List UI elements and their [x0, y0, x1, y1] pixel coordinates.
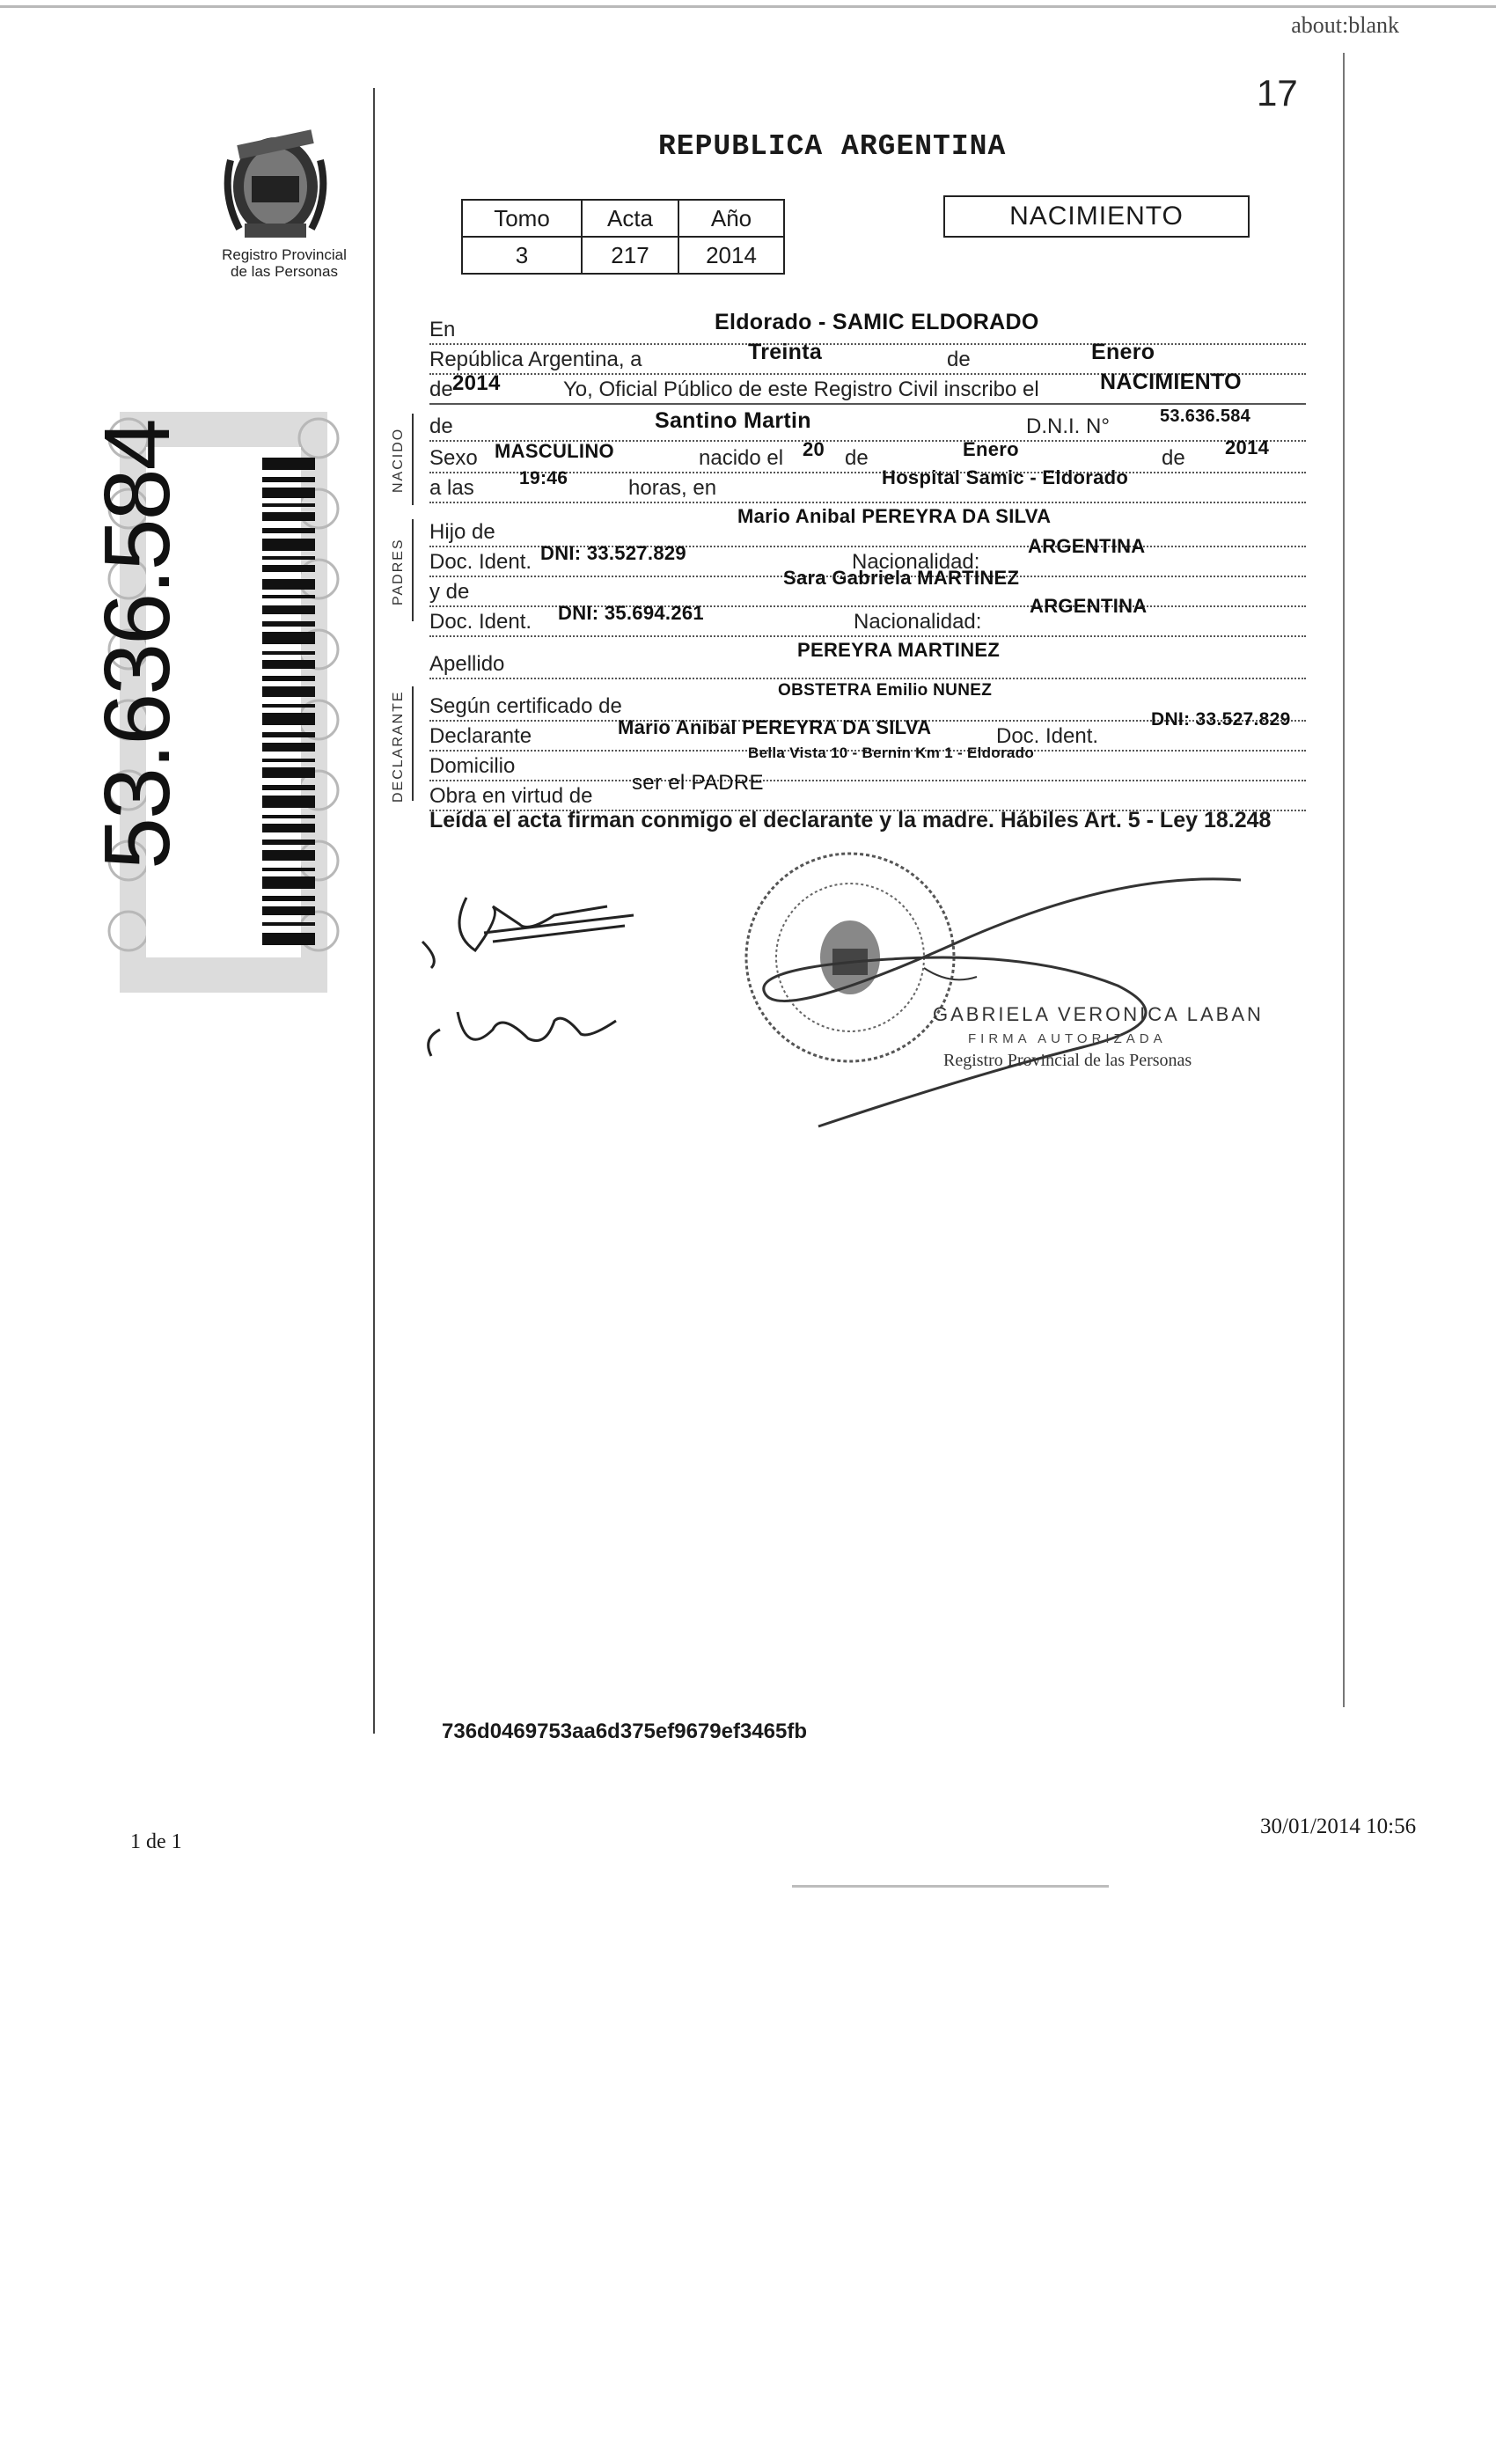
field-declarant-doc: DNI: 33.527.829: [1151, 709, 1291, 730]
field-father-doc: DNI: 33.527.829: [540, 542, 686, 564]
label-republica: República Argentina, a: [429, 348, 642, 371]
country-title: REPUBLICA ARGENTINA: [658, 130, 1007, 163]
field-act-type: NACIMIENTO: [1100, 370, 1242, 394]
field-father: Mario Anibal PEREYRA DA SILVA: [737, 505, 1052, 527]
label-de-name: de: [429, 414, 453, 438]
official-title: FIRMA AUTORIZADA: [968, 1031, 1167, 1046]
label-alas: a las: [429, 476, 474, 500]
side-bar-nacido: [412, 414, 414, 505]
tomo-value: 3: [462, 237, 582, 274]
provincial-seal-icon: [218, 125, 333, 245]
label-oficial: Yo, Oficial Público de este Registro Civil inscribo el: [563, 378, 1039, 401]
record-table: [461, 199, 785, 275]
acta-header: Acta: [582, 200, 678, 237]
print-timestamp: 30/01/2014 10:56: [1260, 1815, 1417, 1838]
field-address: Bella Vista 10 - Bernin Km 1 - Eldorado: [748, 744, 1035, 761]
label-nacido: nacido el: [699, 446, 784, 470]
label-de-year: de: [429, 378, 453, 401]
label-obra: Obra en virtud de: [429, 784, 593, 808]
acta-value: 217: [582, 237, 678, 274]
record-table-value-row: [462, 237, 784, 274]
tomo-header: Tomo: [462, 200, 582, 237]
top-border-line: [0, 5, 1496, 8]
label-hijo: Hijo de: [429, 520, 495, 544]
label-apellido: Apellido: [429, 652, 505, 676]
side-bar-declarante: [412, 686, 414, 801]
field-name: Santino Martin: [655, 408, 811, 433]
label-de-birth-year: de: [1162, 446, 1185, 470]
anio-value: 2014: [678, 237, 784, 274]
field-surname: PEREYRA MARTINEZ: [797, 639, 1001, 661]
side-label-padres: PADRES: [391, 538, 406, 605]
label-dni: D.N.I. N°: [1026, 414, 1110, 438]
label-en: En: [429, 318, 456, 341]
browser-url-text: about:blank: [1291, 12, 1399, 38]
label-de: de: [947, 348, 971, 371]
record-table-header-row: [462, 200, 784, 237]
barcode-bars-icon: [262, 458, 315, 950]
field-dni: 53.636.584: [1160, 407, 1251, 426]
page-number: 17: [1257, 72, 1298, 114]
side-bar-padres: [412, 519, 414, 621]
label-doc-father: Doc. Ident.: [429, 550, 532, 574]
field-father-nat: ARGENTINA: [1028, 535, 1146, 557]
label-sexo: Sexo: [429, 446, 478, 470]
field-month: Enero: [1091, 340, 1155, 364]
field-obra: ser el PADRE: [632, 771, 764, 795]
field-mother: Sara Gabriela MARTINEZ: [783, 567, 1020, 589]
side-label-nacido: NACIDO: [391, 427, 406, 493]
registry-caption: Registro Provincial de las Personas: [222, 246, 347, 280]
field-certificate: OBSTETRA Emilio NUNEZ: [778, 681, 993, 700]
left-margin-rule: [373, 88, 375, 1734]
label-yde: y de: [429, 580, 470, 604]
declarant-signature: [414, 880, 695, 1074]
label-de-birth: de: [845, 446, 869, 470]
field-declarant: Mario Anibal PEREYRA DA SILVA: [618, 716, 932, 738]
field-sex: MASCULINO: [495, 440, 614, 462]
field-birth-year: 2014: [1225, 436, 1270, 458]
barcode-number: 53.636.584: [85, 420, 189, 869]
field-mother-doc: DNI: 35.694.261: [558, 602, 704, 624]
page-of-count: 1 de 1: [130, 1830, 182, 1853]
barcode-sticker: [85, 412, 327, 993]
label-doc-mother: Doc. Ident.: [429, 610, 532, 634]
field-mother-nat: ARGENTINA: [1030, 595, 1148, 617]
closing-statement: Leída el acta firman conmigo el declarante y la madre. Hábiles Art. 5 - Ley 18.248: [429, 808, 1272, 832]
field-birth-place: Hospital Samic - Eldorado: [882, 466, 1129, 488]
label-segun: Según certificado de: [429, 694, 622, 718]
footer-smudge: [792, 1885, 1109, 1888]
official-name: GABRIELA VERONICA LABAN: [933, 1003, 1264, 1025]
field-birth-day: 20: [803, 438, 825, 460]
field-birth-month: Enero: [963, 438, 1019, 460]
right-margin-rule: [1343, 53, 1345, 1707]
field-time: 19:46: [519, 468, 568, 488]
field-year: 2014: [452, 371, 501, 395]
label-declarante: Declarante: [429, 724, 532, 748]
side-label-declarante: DECLARANTE: [391, 690, 406, 803]
label-nac-mother: Nacionalidad:: [854, 610, 982, 634]
official-registry: Registro Provincial de las Personas: [943, 1051, 1192, 1070]
document-hash: 736d0469753aa6d375ef9679ef3465fb: [442, 1720, 807, 1743]
anio-header: Año: [678, 200, 784, 237]
field-day-words: Treinta: [748, 340, 823, 364]
field-place: Eldorado - SAMIC ELDORADO: [715, 310, 1039, 334]
label-domicilio: Domicilio: [429, 754, 516, 778]
record-type-box: NACIMIENTO: [943, 195, 1250, 238]
label-horas: horas, en: [628, 476, 717, 500]
label-doc-declarant: Doc. Ident.: [996, 724, 1099, 748]
label-nac-father: Nacionalidad:: [852, 550, 980, 574]
